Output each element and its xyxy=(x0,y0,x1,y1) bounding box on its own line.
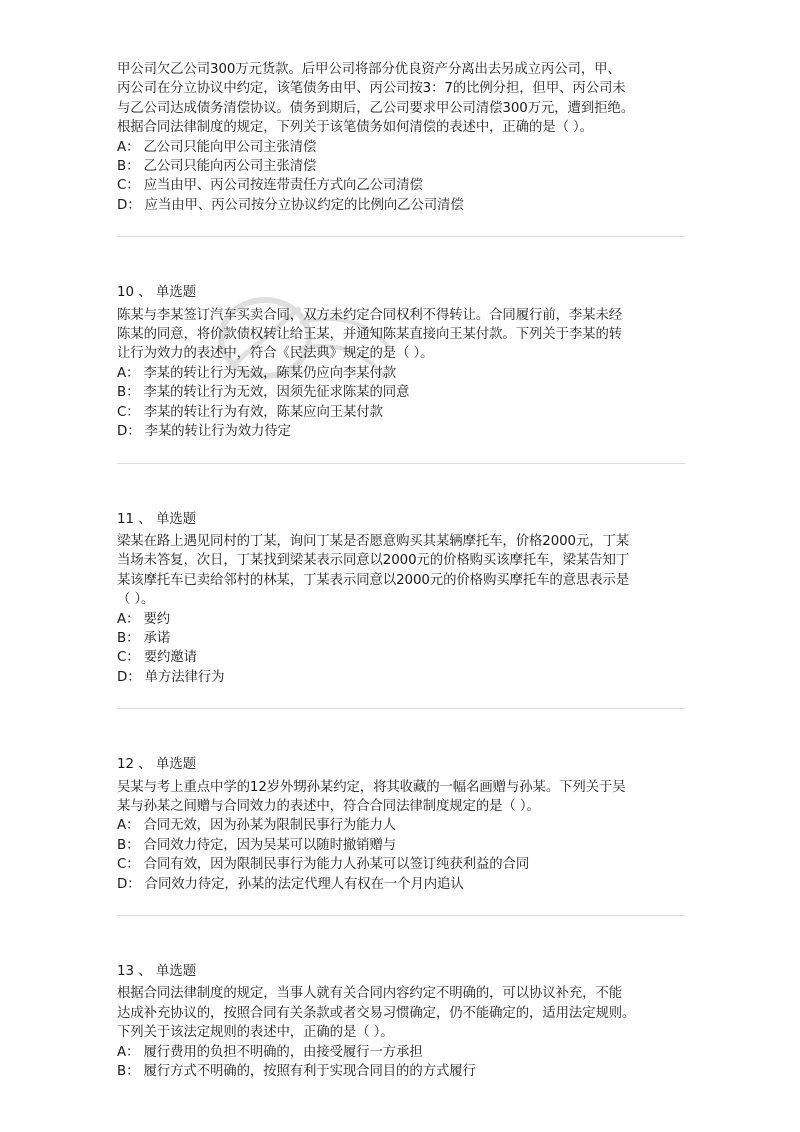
question-stem-line: 陈某与李某签订汽车买卖合同，双方未约定合同权利不得转让。合同履行前，李某未经 xyxy=(117,307,623,323)
question-header: 10 、 单选题 xyxy=(117,285,197,301)
option-a: A： 要约 xyxy=(117,611,171,627)
option-c: C： 合同有效，因为限制民事行为能力人孙某可以签订纯获利益的合同 xyxy=(117,857,530,873)
question-block-9 xyxy=(117,60,685,215)
question-stem-line: 甲公司欠乙公司300万元货款。后甲公司将部分优良资产分离出去另成立丙公司，甲、 xyxy=(117,62,621,77)
question-block-10 xyxy=(117,283,685,441)
question-stem-line: 陈某的同意，将价款债权转让给王某，并通知陈某直接向王某付款。下列关于李某的转 xyxy=(117,327,623,343)
question-block-12 xyxy=(117,755,685,894)
option-b: B： 合同效力待定，因为吴某可以随时撤销赠与 xyxy=(117,837,397,853)
option-c: C： 李某的转让行为有效，陈某应向王某付款 xyxy=(117,404,383,420)
option-d: D： 李某的转让行为效力待定 xyxy=(117,424,291,440)
question-header: 12 、 单选题 xyxy=(117,757,197,773)
question-header: 11 、 单选题 xyxy=(117,511,197,527)
option-a: A： 李某的转让行为无效，陈某仍应向李某付款 xyxy=(117,365,397,381)
option-d: D： 合同效力待定，孙某的法定代理人有权在一个月内追认 xyxy=(117,876,464,892)
question-stem-line: 某该摩托车已卖给邻村的林某，丁某表示同意以2000元的价格购买摩托车的意思表示是 xyxy=(117,572,630,588)
option-a: A： 乙公司只能向甲公司主张清偿 xyxy=(117,139,317,155)
option-d: D： 单方法律行为 xyxy=(117,669,225,685)
option-a: A： 合同无效，因为孙某为限制民事行为能力人 xyxy=(117,818,397,834)
option-d: D： 应当由甲、丙公司按分立协议约定的比例向乙公司清偿 xyxy=(117,197,464,213)
question-stem-line: 根据合同法律制度的规定，当事人就有关合同内容约定不明确的，可以协议补充，不能 xyxy=(117,986,623,1002)
exam-page xyxy=(117,60,685,1081)
question-stem-line: 吴某与考上重点中学的12岁外甥孙某约定，将其收藏的一幅名画赠与孙某。下列关于吴 xyxy=(117,779,626,795)
question-stem-line: 梁某在路上遇见同村的丁某，询问丁某是否愿意购买其某辆摩托车，价格2000元，丁某 xyxy=(117,533,630,549)
option-b: B： 承诺 xyxy=(117,630,171,646)
option-b: B： 乙公司只能向丙公司主张清偿 xyxy=(117,159,317,175)
question-stem-line: 下列关于该法定规则的表述中，正确的是（ ）。 xyxy=(117,1025,394,1041)
question-stem-line: 根据合同法律制度的规定，下列关于该笔债务如何清偿的表述中，正确的是（ ）。 xyxy=(117,120,593,136)
question-header: 13 、 单选题 xyxy=(117,964,197,979)
question-block-11 xyxy=(117,510,685,688)
question-block-13 xyxy=(117,962,685,1081)
question-stem-line: （ ）。 xyxy=(117,592,155,608)
option-c: C： 要约邀请 xyxy=(117,650,197,666)
question-stem-line: 当场未答复，次日，丁某找到梁某表示同意以2000元的价格购买该摩托车，梁某告知丁 xyxy=(117,553,630,569)
question-stem-line: 与乙公司达成债务清偿协议。债务到期后，乙公司要求甲公司清偿300万元，遭到拒绝。 xyxy=(117,100,635,116)
question-stem-line: 某与孙某之间赠与合同效力的表述中，符合合同法律制度规定的是（ ）。 xyxy=(117,798,540,814)
option-a: A： 履行费用的负担不明确的，由接受履行一方承担 xyxy=(117,1044,423,1060)
question-stem-line: 丙公司在分立协议中约定，该笔债务由甲、丙公司按3：7的比例分担，但甲、丙公司未 xyxy=(117,81,626,97)
question-stem-line: 让行为效力的表述中，符合《民法典》规定的是（ ）。 xyxy=(117,346,434,362)
question-stem-line: 达成补充协议的，按照合同有关条款或者交易习惯确定，仍不能确定的，适用法定规则。 xyxy=(117,1005,636,1021)
option-c: C： 应当由甲、丙公司按连带责任方式向乙公司清偿 xyxy=(117,178,423,194)
option-b: B： 履行方式不明确的，按照有利于实现合同目的的方式履行 xyxy=(117,1064,476,1080)
option-b: B： 李某的转让行为无效，因须先征求陈某的同意 xyxy=(117,385,410,401)
